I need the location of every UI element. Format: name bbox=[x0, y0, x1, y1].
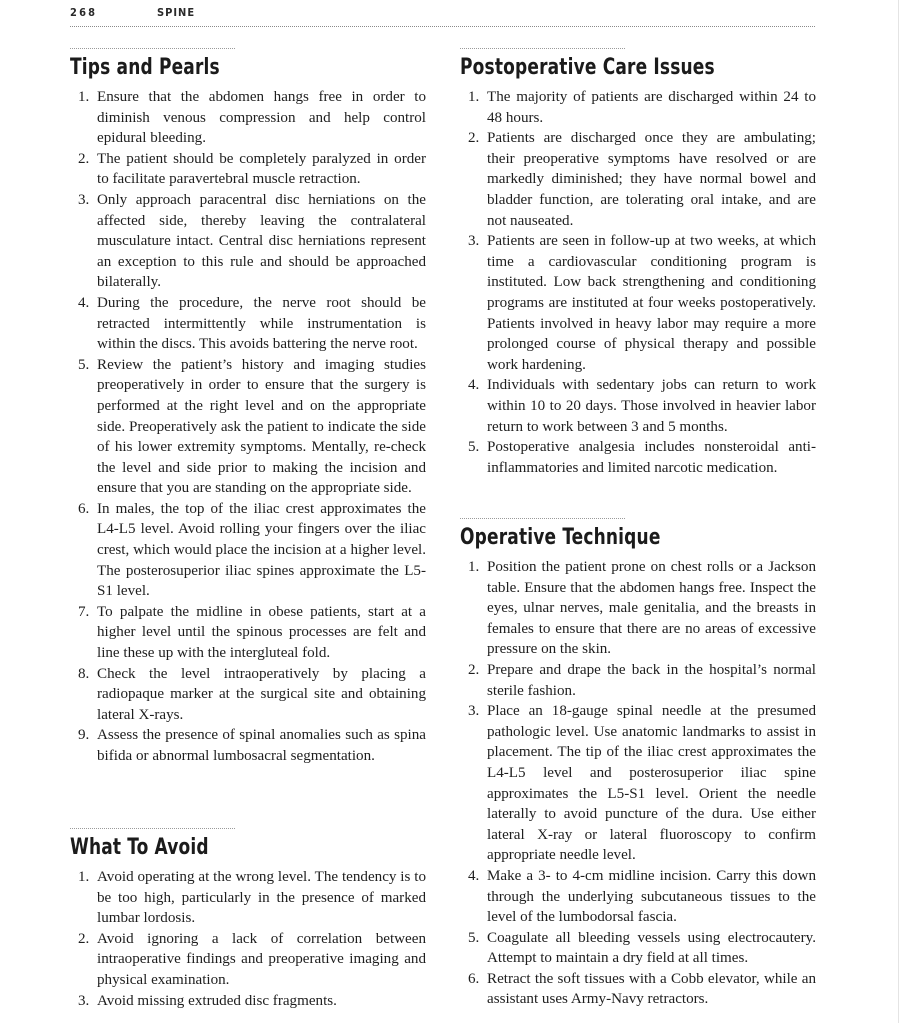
section-tips-and-pearls bbox=[70, 48, 426, 767]
list-item-number: 3. bbox=[468, 703, 480, 720]
section-title: Operative Technique bbox=[460, 525, 661, 550]
list-item bbox=[70, 149, 426, 190]
list-item-number: 3. bbox=[78, 992, 90, 1009]
list-item bbox=[70, 725, 426, 766]
list-item-text: Only approach paracentral disc herniations on the affected side, thereby leaving the contralateral musculature intact. Central disc herniations represent an exception to this rule and should be approached bilaterally. bbox=[97, 191, 426, 291]
list-item bbox=[460, 375, 816, 437]
page-number: 268 bbox=[70, 6, 98, 19]
list-item-number: 2. bbox=[78, 150, 90, 167]
running-head bbox=[70, 4, 815, 27]
list-item-text: Prepare and drape the back in the hospital’s normal sterile fashion. bbox=[487, 661, 816, 699]
list-item-number: 6. bbox=[78, 500, 90, 517]
list-item-text: The patient should be completely paralyzed in order to facilitate paravertebral muscle retraction. bbox=[97, 150, 426, 188]
list-item bbox=[70, 499, 426, 602]
list-item-text: Coagulate all bleeding vessels using electrocautery. Attempt to maintain a dry field at all times. bbox=[487, 929, 816, 967]
list-item bbox=[460, 557, 816, 660]
list-item bbox=[460, 660, 816, 701]
list-item bbox=[70, 87, 426, 149]
list-item-text: During the procedure, the nerve root should be retracted intermittently while instrumentation is within the discs. This avoids battering the nerve root. bbox=[97, 294, 426, 353]
list-item bbox=[460, 128, 816, 231]
list-item-text: Avoid ignoring a lack of correlation between intraoperative findings and preoperative imaging and physical examination. bbox=[97, 930, 426, 988]
section-operative-technique bbox=[460, 518, 816, 1010]
list-item-text: Avoid missing extruded disc fragments. bbox=[97, 992, 337, 1009]
section-title: Postoperative Care Issues bbox=[460, 55, 715, 80]
list-item-text: Place an 18-gauge spinal needle at the presumed pathologic level. Use anatomic landmarks to assist in placement. The tip of the iliac crest approximates the L4-L5 level and posterosuperior iliac spine approximates the L5-S1 level. Orient the needle laterally to avoid puncture of the dura. Use either lateral X-ray or lateral fluoroscopy to confirm appropriate needle level. bbox=[487, 703, 816, 864]
list-item-text: Postoperative analgesia includes nonsteroidal anti-inflammatories and limited narcotic medication. bbox=[487, 439, 816, 476]
page-edge-divider bbox=[898, 0, 899, 1023]
list-item-text: Retract the soft tissues with a Cobb elevator, while an assistant uses Army-Navy retractors. bbox=[487, 970, 816, 1008]
list-item-number: 5. bbox=[468, 439, 480, 456]
numbered-list bbox=[460, 87, 816, 478]
section-title: What To Avoid bbox=[70, 835, 209, 860]
list-item-text: To palpate the midline in obese patients, start at a higher level until the spinous processes are felt and line these up with the intergluteal fold. bbox=[97, 603, 426, 662]
list-item-number: 2. bbox=[468, 130, 480, 147]
list-item-text: Patients are seen in follow-up at two weeks, at which time a cardiovascular conditioning program is instituted. Low back strengthening and conditioning programs are instituted at four weeks postoperatively. Patients involved in heavy labor may require a more prolonged course of physical therapy and possible work hardening. bbox=[487, 233, 816, 373]
list-item-text: Avoid operating at the wrong level. The tendency is to be too high, particularly in the presence of marked lumbar lordosis. bbox=[97, 869, 426, 927]
list-item-number: 3. bbox=[468, 233, 480, 250]
section-title: Tips and Pearls bbox=[70, 55, 220, 80]
section-rule bbox=[70, 48, 235, 49]
list-item bbox=[460, 928, 816, 969]
list-item-text: In males, the top of the iliac crest approximates the L4-L5 level. Avoid rolling your fingers over the iliac crest, which would place the incision at a higher level. The posterosuperior iliac spines approximate the L5-S1 level. bbox=[97, 500, 426, 600]
list-item-number: 1. bbox=[78, 869, 90, 885]
numbered-list bbox=[460, 557, 816, 1010]
list-item bbox=[70, 190, 426, 293]
list-item-number: 4. bbox=[468, 377, 480, 394]
list-item bbox=[460, 87, 816, 128]
list-item-number: 2. bbox=[468, 661, 480, 678]
list-item-text: Ensure that the abdomen hangs free in order to diminish venous compression and help control epidural bleeding. bbox=[97, 89, 426, 147]
list-item-number: 5. bbox=[78, 356, 90, 373]
list-item bbox=[70, 991, 426, 1012]
list-item-number: 6. bbox=[468, 970, 480, 987]
list-item-number: 1. bbox=[468, 89, 480, 105]
list-item-text: The majority of patients are discharged within 24 to 48 hours. bbox=[487, 89, 816, 126]
list-item-text: Patients are discharged once they are ambulating; their preoperative symptoms have resolved or are markedly diminished; they have normal bowel and bladder function, are tolerating oral intake, and are not nauseated. bbox=[487, 130, 816, 229]
list-item bbox=[460, 701, 816, 866]
numbered-list bbox=[70, 87, 426, 767]
chapter-title: SPINE bbox=[157, 6, 196, 19]
list-item-number: 9. bbox=[78, 727, 90, 744]
list-item bbox=[460, 969, 816, 1010]
list-item bbox=[70, 602, 426, 664]
list-item bbox=[70, 867, 426, 929]
list-item-number: 4. bbox=[468, 867, 480, 884]
list-item-number: 7. bbox=[78, 603, 90, 620]
list-item-text: Review the patient’s history and imaging studies preoperatively in order to ensure that the surgery is performed at the right level and on the appropriate side. Preoperatively ask the patient to indicate the side of his lower extremity symptoms. Mentally, re-check the level and side prior to making the incision and ensure that you are standing on the appropriate side. bbox=[97, 356, 426, 497]
section-what-to-avoid bbox=[70, 828, 426, 1011]
section-rule bbox=[460, 518, 625, 519]
list-item-text: Position the patient prone on chest rolls or a Jackson table. Ensure that the abdomen hangs free. Inspect the eyes, ulnar nerves, male genitalia, and the breasts in females to ensure that there are no areas of excessive pressure on the skin. bbox=[487, 559, 816, 658]
list-item-text: Assess the presence of spinal anomalies such as spina bifida or abnormal lumbosacral segmentation. bbox=[97, 727, 426, 764]
section-postoperative-care-issues bbox=[460, 48, 816, 478]
list-item bbox=[70, 664, 426, 726]
list-item bbox=[70, 929, 426, 991]
list-item bbox=[70, 293, 426, 355]
list-item-number: 8. bbox=[78, 665, 90, 682]
list-item-text: Individuals with sedentary jobs can return to work within 10 to 20 days. Those involved in heavier labor return to work between 3 and 5 months. bbox=[487, 377, 816, 435]
list-item-number: 3. bbox=[78, 191, 90, 208]
list-item bbox=[460, 231, 816, 375]
list-item-text: Check the level intraoperatively by placing a radiopaque marker at the surgical site and obtaining lateral X-rays. bbox=[97, 665, 426, 723]
list-item-number: 1. bbox=[78, 89, 90, 105]
list-item bbox=[460, 866, 816, 928]
section-rule bbox=[460, 48, 625, 49]
list-item-number: 2. bbox=[78, 930, 90, 947]
list-item bbox=[460, 437, 816, 478]
section-rule bbox=[70, 828, 235, 829]
list-item bbox=[70, 355, 426, 499]
list-item-number: 5. bbox=[468, 929, 480, 946]
list-item-number: 4. bbox=[78, 294, 90, 311]
list-item-text: Make a 3- to 4-cm midline incision. Carry this down through the underlying subcutaneous tissues to the level of the lumbodorsal fascia. bbox=[487, 867, 816, 926]
numbered-list bbox=[70, 867, 426, 1011]
list-item-number: 1. bbox=[468, 559, 480, 575]
